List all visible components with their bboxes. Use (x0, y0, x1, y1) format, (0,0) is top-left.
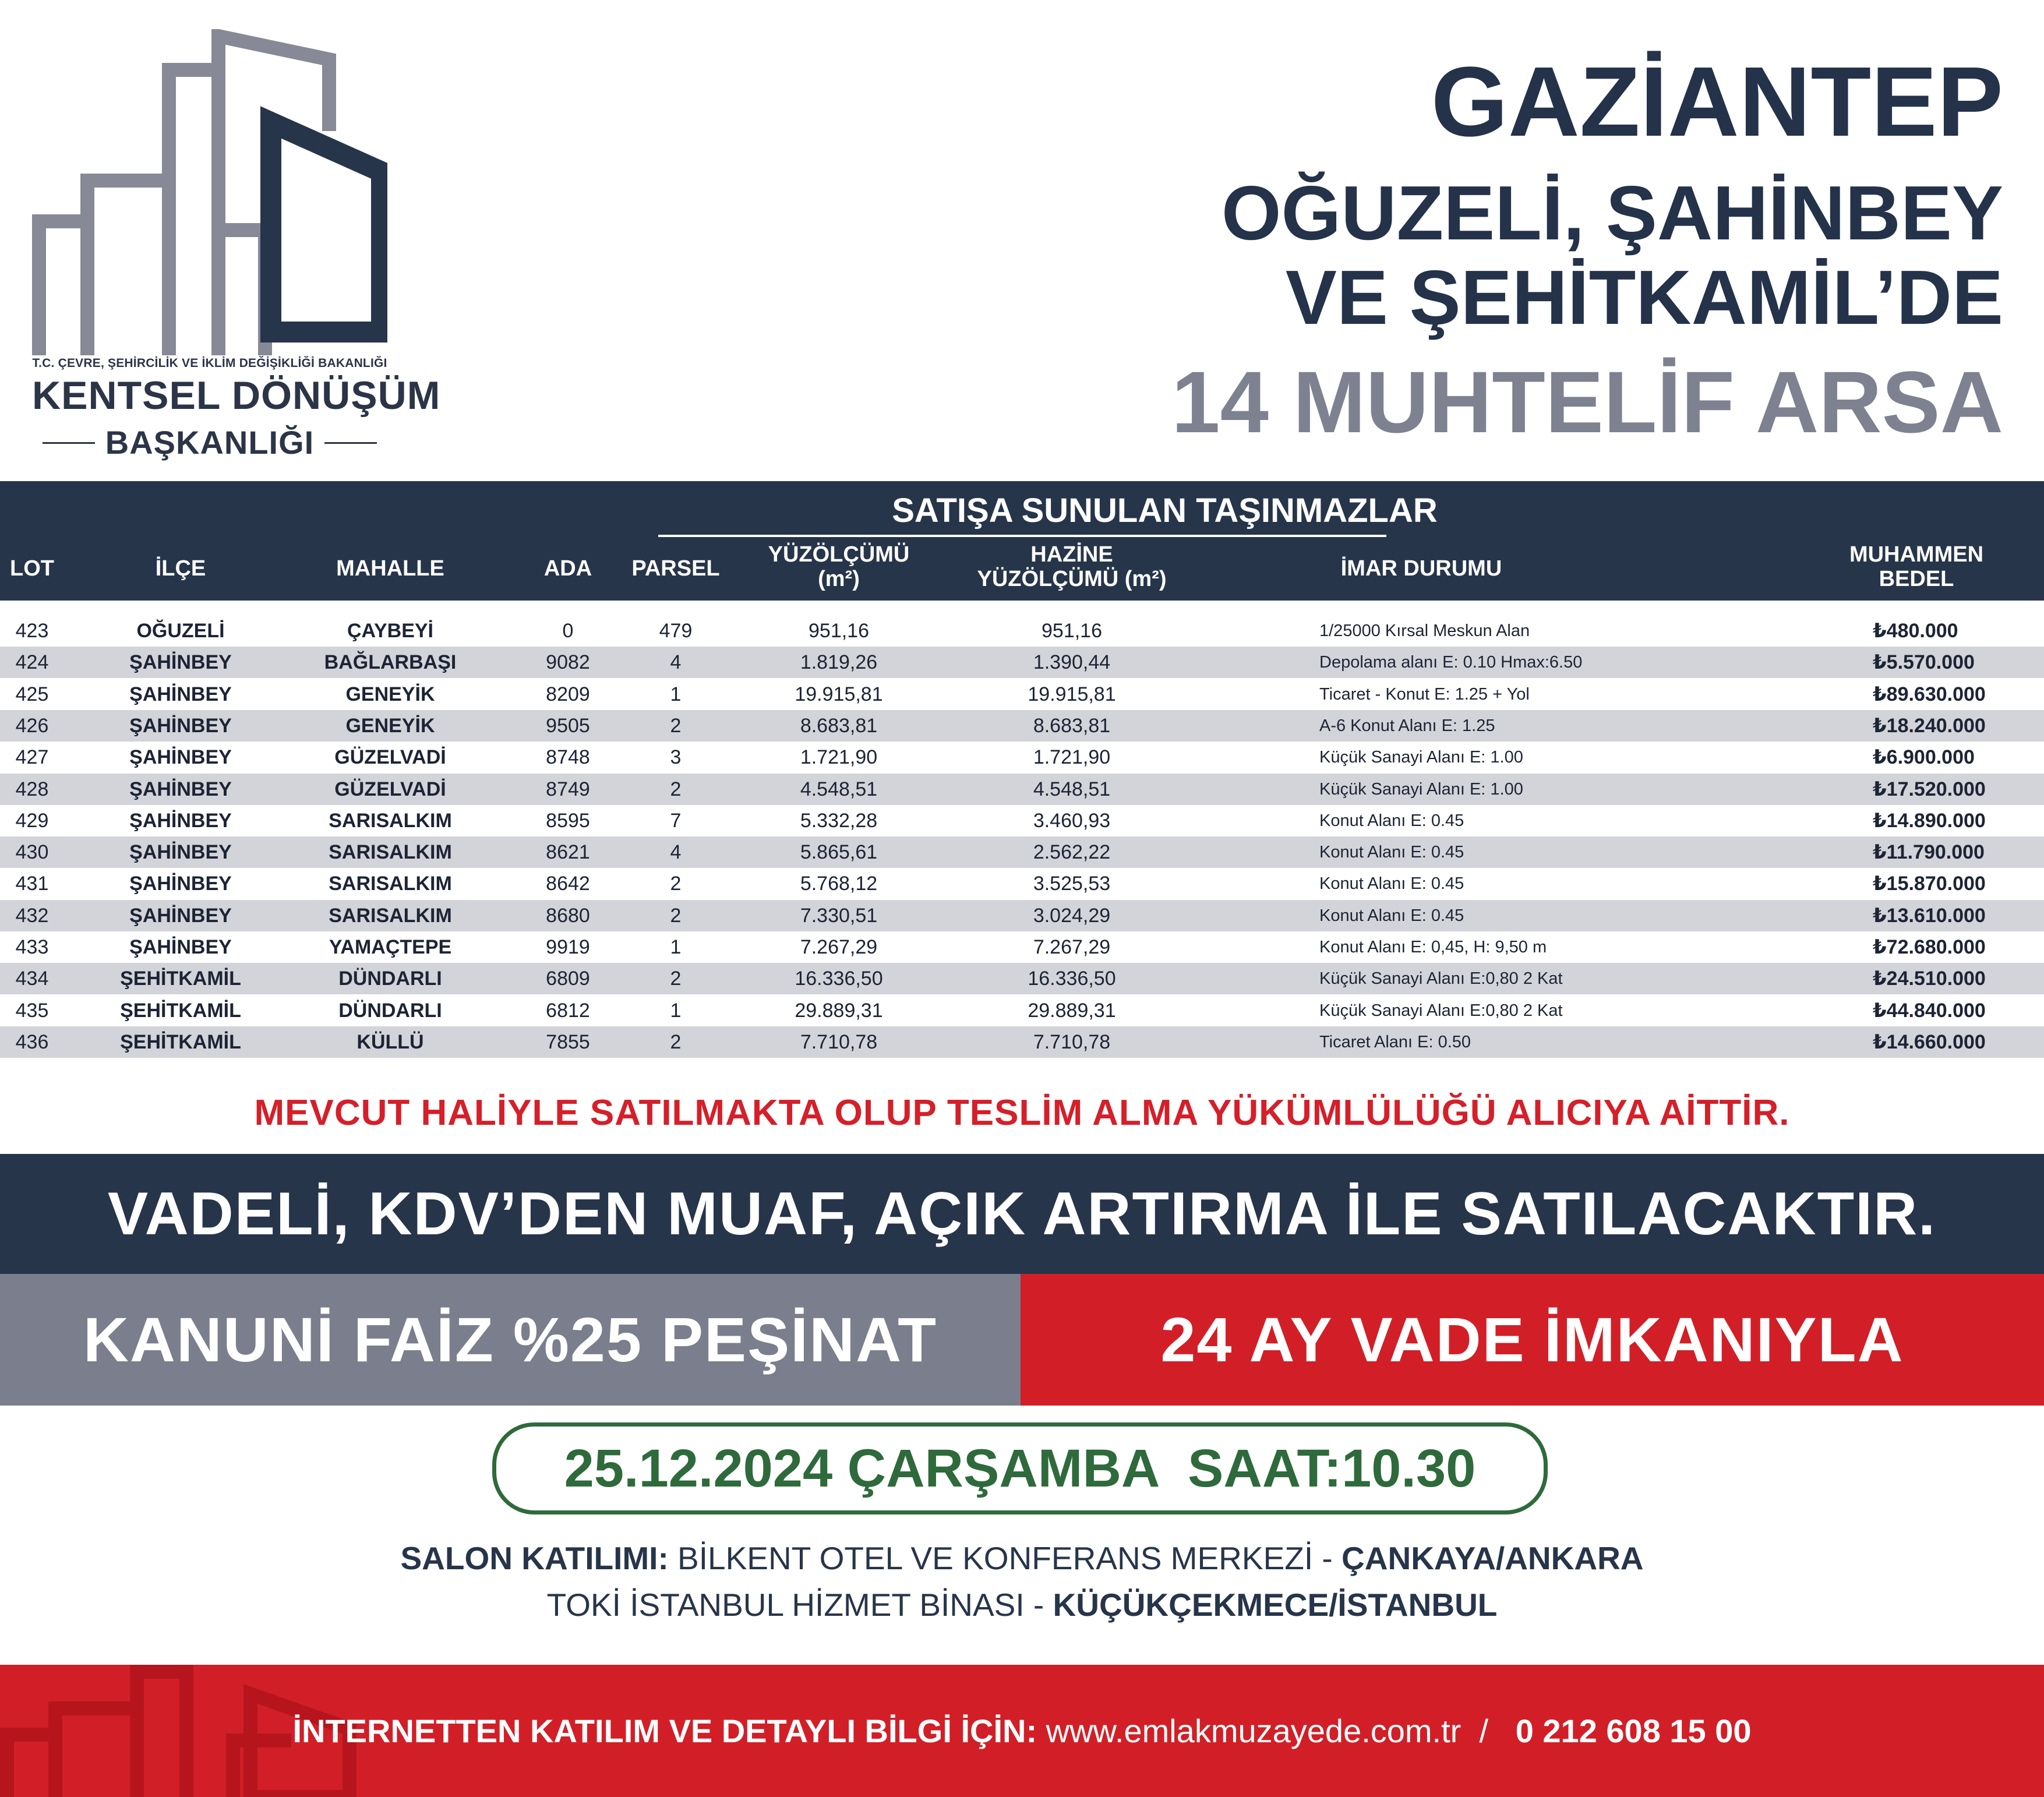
table-title-rule (658, 535, 1386, 537)
cell-ada: 9919 (546, 936, 590, 958)
cell-parsel: 4 (670, 651, 682, 674)
col-imar: İMAR DURUMU (1340, 556, 1502, 581)
table-row (0, 774, 2044, 805)
cell-mahalle: SARISALKIM (329, 809, 452, 832)
cell-bedel: ₺11.790.000 (1873, 841, 1985, 864)
table-header (0, 481, 2044, 601)
cell-hazine: 3.525,53 (1033, 873, 1111, 895)
cell-ilce: OĞUZELİ (136, 620, 225, 642)
sale-terms-banner: VADELİ, KDV’DEN MUAF, AÇIK ARTIRMA İLE SATILACAKTIR. (0, 1154, 2044, 1274)
col-hazine: HAZİNE YÜZÖLÇÜMÜ (m²) (977, 542, 1167, 591)
cell-parsel: 4 (670, 841, 682, 864)
table-row (0, 647, 2044, 678)
cell-ilce: ŞAHİNBEY (129, 746, 232, 769)
cell-hazine: 951,16 (1042, 620, 1102, 642)
logo-subtitle: BAŞKANLIĞI (105, 424, 315, 461)
cell-parsel: 2 (670, 904, 682, 927)
cell-ilce: ŞAHİNBEY (129, 841, 232, 864)
cell-yuz: 7.330,51 (800, 904, 878, 927)
headline-count-number: 14 (1171, 353, 1269, 451)
cell-yuz: 951,16 (809, 620, 869, 642)
footer-url[interactable]: www.emlakmuzayede.com.tr (1046, 1713, 1461, 1749)
col-parsel: PARSEL (631, 556, 720, 581)
cell-ilce: ŞAHİNBEY (129, 683, 232, 705)
venue-1-city: ÇANKAYA/ANKARA (1342, 1540, 1644, 1576)
table-row (0, 615, 2044, 647)
footer-phone[interactable]: 0 212 608 15 00 (1515, 1713, 1752, 1749)
cell-lot: 433 (15, 936, 49, 958)
cell-ada: 6812 (546, 999, 590, 1022)
cell-imar: Küçük Sanayi Alanı E:0,80 2 Kat (1319, 1001, 1563, 1020)
cell-bedel: ₺89.630.000 (1873, 683, 1986, 705)
cell-mahalle: GÜZELVADİ (334, 746, 446, 769)
cell-parsel: 2 (670, 778, 682, 800)
cell-hazine: 4.548,51 (1033, 778, 1111, 800)
venue-2-name: TOKİ İSTANBUL HİZMET BİNASI - (546, 1587, 1053, 1623)
cell-ilce: ŞAHİNBEY (129, 714, 232, 737)
cell-imar: Ticaret Alanı E: 0.50 (1319, 1032, 1471, 1051)
cell-parsel: 7 (670, 809, 682, 832)
table-title: SATIŞA SUNULAN TAŞINMAZLAR (892, 492, 1438, 529)
table-row (0, 995, 2044, 1026)
cell-bedel: ₺14.890.000 (1873, 809, 1986, 832)
cell-bedel: ₺18.240.000 (1873, 714, 1986, 737)
cell-parsel: 2 (670, 873, 682, 895)
cell-hazine: 3.460,93 (1033, 809, 1111, 832)
footer-separator: / (1479, 1713, 1489, 1749)
cell-ilce: ŞAHİNBEY (129, 778, 232, 800)
cell-ada: 7855 (546, 1030, 590, 1053)
table-row (0, 742, 2044, 773)
cell-parsel: 1 (670, 683, 682, 705)
venue-1-name: BİLKENT OTEL VE KONFERANS MERKEZİ - (668, 1540, 1342, 1576)
cell-imar: Konut Alanı E: 0.45 (1319, 811, 1464, 830)
table-row (0, 931, 2044, 963)
footer-label: İNTERNETTEN KATILIM VE DETAYLI BİLGİ İÇİN: (292, 1713, 1037, 1749)
cell-yuz: 29.889,31 (795, 999, 883, 1022)
cell-yuz: 5.332,28 (800, 809, 878, 832)
cell-ilce: ŞAHİNBEY (129, 873, 232, 895)
cell-parsel: 479 (659, 620, 693, 642)
cell-lot: 432 (15, 904, 49, 927)
col-lot: LOT (10, 556, 54, 581)
cell-ilce: ŞEHİTKAMİL (120, 1030, 241, 1053)
cell-ilce: ŞEHİTKAMİL (120, 968, 241, 990)
cell-ada: 8642 (546, 873, 590, 895)
cell-hazine: 7.710,78 (1033, 1030, 1111, 1053)
cell-bedel: ₺480.000 (1873, 620, 1958, 642)
cell-bedel: ₺13.610.000 (1873, 904, 1986, 927)
cell-ada: 9505 (546, 714, 590, 737)
col-ilce: İLÇE (155, 556, 206, 581)
cell-yuz: 8.683,81 (800, 714, 878, 737)
cell-lot: 427 (15, 746, 49, 769)
headline-count-text: MUHTELİF ARSA (1293, 353, 2003, 451)
cell-imar: Konut Alanı E: 0.45 (1319, 906, 1464, 925)
cell-mahalle: GENEYİK (345, 683, 435, 705)
cell-yuz: 19.915,81 (795, 683, 883, 705)
cell-ilce: ŞEHİTKAMİL (120, 999, 241, 1022)
cell-mahalle: BAĞLARBAŞI (324, 651, 457, 674)
cell-bedel: ₺72.680.000 (1873, 936, 1986, 958)
table-row (0, 805, 2044, 836)
cell-lot: 426 (15, 714, 49, 737)
cell-bedel: ₺44.840.000 (1873, 999, 1986, 1022)
logo-ministry-text: T.C. ÇEVRE, ŞEHİRCİLİK VE İKLİM DEĞİŞİKLİĞİ BAKANLIĞI (32, 356, 387, 370)
table-row (0, 900, 2044, 931)
logo-rule-left (43, 442, 95, 444)
cell-ada: 9082 (546, 651, 590, 674)
delivery-notice: MEVCUT HALİYLE SATILMAKTA OLUP TESLİM ALMA YÜKÜMLÜLÜĞÜ ALICIYA AİTTİR. (254, 1093, 1790, 1133)
cell-lot: 423 (15, 620, 49, 642)
cell-bedel: ₺24.510.000 (1873, 968, 1986, 990)
installment-banner: 24 AY VADE İMKANIYLA (1021, 1274, 2044, 1406)
cell-yuz: 5.768,12 (800, 873, 878, 895)
cell-parsel: 3 (670, 746, 682, 769)
cell-parsel: 2 (670, 1030, 682, 1053)
venue-line-1 (0, 1542, 2044, 1574)
cell-mahalle: SARISALKIM (329, 904, 452, 927)
cell-ada: 8209 (546, 683, 590, 705)
table-row (0, 963, 2044, 994)
cell-mahalle: KÜLLÜ (356, 1030, 424, 1053)
cell-hazine: 1.390,44 (1033, 651, 1111, 674)
cell-yuz: 7.710,78 (800, 1030, 878, 1053)
cell-mahalle: ÇAYBEYİ (347, 620, 434, 642)
cell-ada: 8680 (546, 904, 590, 927)
headline-districts: OĞUZELİ, ŞAHİNBEY (1221, 170, 2003, 256)
cell-imar: Depolama alanı E: 0.10 Hmax:6.50 (1319, 653, 1583, 672)
cell-imar: Küçük Sanayi Alanı E: 1.00 (1319, 779, 1523, 799)
cell-ada: 8749 (546, 778, 590, 800)
cell-imar: Küçük Sanayi Alanı E: 1.00 (1319, 748, 1523, 767)
col-yuzolcumu: YÜZÖLÇÜMÜ (m²) (768, 542, 910, 591)
cell-yuz: 1.721,90 (800, 746, 878, 769)
cell-bedel: ₺6.900.000 (1873, 746, 1975, 769)
cell-hazine: 7.267,29 (1033, 936, 1111, 958)
logo-title: KENTSEL DÖNÜŞÜM (32, 373, 441, 418)
col-bedel: MUHAMMEN BEDEL (1849, 542, 1984, 591)
cell-mahalle: DÜNDARLI (338, 968, 442, 990)
cell-ada: 6809 (546, 968, 590, 990)
cell-hazine: 29.889,31 (1028, 999, 1116, 1022)
cell-lot: 434 (15, 968, 49, 990)
table-row (0, 1026, 2044, 1058)
cell-lot: 424 (15, 651, 49, 674)
auction-date-badge: 25.12.2024 ÇARŞAMBA SAAT:10.30 (492, 1422, 1548, 1514)
cell-bedel: ₺15.870.000 (1873, 873, 1986, 895)
footer-info (0, 1665, 2044, 1797)
cell-mahalle: SARISALKIM (329, 841, 452, 864)
down-payment-banner: KANUNİ FAİZ %25 PEŞİNAT (0, 1274, 1021, 1406)
venue-2-city: KÜÇÜKÇEKMECE/İSTANBUL (1053, 1587, 1498, 1623)
headline-count (1171, 353, 2003, 451)
table-row (0, 679, 2044, 710)
cell-lot: 429 (15, 809, 49, 832)
cell-mahalle: YAMAÇTEPE (329, 936, 452, 958)
cell-imar: 1/25000 Kırsal Meskun Alan (1319, 622, 1530, 640)
cell-bedel: ₺5.570.000 (1873, 651, 1975, 674)
building-logo-icon (32, 29, 387, 355)
cell-mahalle: GÜZELVADİ (334, 778, 446, 800)
cell-parsel: 2 (670, 714, 682, 737)
cell-imar: A-6 Konut Alanı E: 1.25 (1319, 716, 1495, 735)
cell-yuz: 7.267,29 (800, 936, 878, 958)
cell-ilce: ŞAHİNBEY (129, 809, 232, 832)
cell-parsel: 2 (670, 968, 682, 990)
cell-lot: 436 (15, 1030, 49, 1053)
cell-ilce: ŞAHİNBEY (129, 904, 232, 927)
cell-parsel: 1 (670, 999, 682, 1022)
cell-hazine: 1.721,90 (1033, 746, 1111, 769)
cell-hazine: 8.683,81 (1033, 714, 1111, 737)
logo-subtitle-row (32, 422, 387, 463)
footer (0, 1665, 2044, 1797)
cell-lot: 425 (15, 683, 49, 705)
cell-hazine: 19.915,81 (1028, 683, 1116, 705)
cell-hazine: 2.562,22 (1033, 841, 1111, 864)
cell-parsel: 1 (670, 936, 682, 958)
headline-districts-2: VE ŞEHİTKAMİL’DE (1285, 255, 2003, 340)
cell-imar: Konut Alanı E: 0.45 (1319, 874, 1464, 894)
cell-imar: Ticaret - Konut E: 1.25 + Yol (1319, 684, 1530, 704)
table-row (0, 868, 2044, 899)
cell-yuz: 1.819,26 (800, 651, 878, 674)
cell-ilce: ŞAHİNBEY (129, 936, 232, 958)
cell-hazine: 3.024,29 (1033, 904, 1111, 927)
col-ada: ADA (543, 556, 592, 581)
table-row (0, 710, 2044, 742)
cell-lot: 428 (15, 778, 49, 800)
cell-yuz: 4.548,51 (800, 778, 878, 800)
cell-imar: Konut Alanı E: 0,45, H: 9,50 m (1319, 938, 1547, 956)
venue-line-2 (0, 1589, 2044, 1621)
cell-yuz: 5.865,61 (800, 841, 878, 864)
logo-rule-right (324, 442, 377, 444)
cell-mahalle: GENEYİK (345, 714, 435, 737)
cell-mahalle: SARISALKIM (329, 873, 452, 895)
col-mahalle: MAHALLE (336, 556, 444, 581)
cell-mahalle: DÜNDARLI (338, 999, 442, 1022)
cell-imar: Konut Alanı E: 0.45 (1319, 843, 1464, 862)
cell-lot: 431 (15, 873, 49, 895)
cell-bedel: ₺17.520.000 (1873, 778, 1986, 800)
cell-bedel: ₺14.660.000 (1873, 1030, 1986, 1053)
cell-imar: Küçük Sanayi Alanı E:0,80 2 Kat (1319, 969, 1563, 988)
table-row (0, 836, 2044, 868)
cell-ada: 8595 (546, 809, 590, 832)
cell-ilce: ŞAHİNBEY (129, 651, 232, 674)
cell-yuz: 16.336,50 (795, 968, 883, 990)
cell-ada: 0 (562, 620, 574, 642)
cell-ada: 8621 (546, 841, 590, 864)
cell-lot: 435 (15, 999, 49, 1022)
venue-label: SALON KATILIMI: (400, 1540, 669, 1576)
cell-lot: 430 (15, 841, 49, 864)
headline-city: GAZİANTEP (1431, 47, 2003, 157)
cell-hazine: 16.336,50 (1028, 968, 1116, 990)
cell-ada: 8748 (546, 746, 590, 769)
